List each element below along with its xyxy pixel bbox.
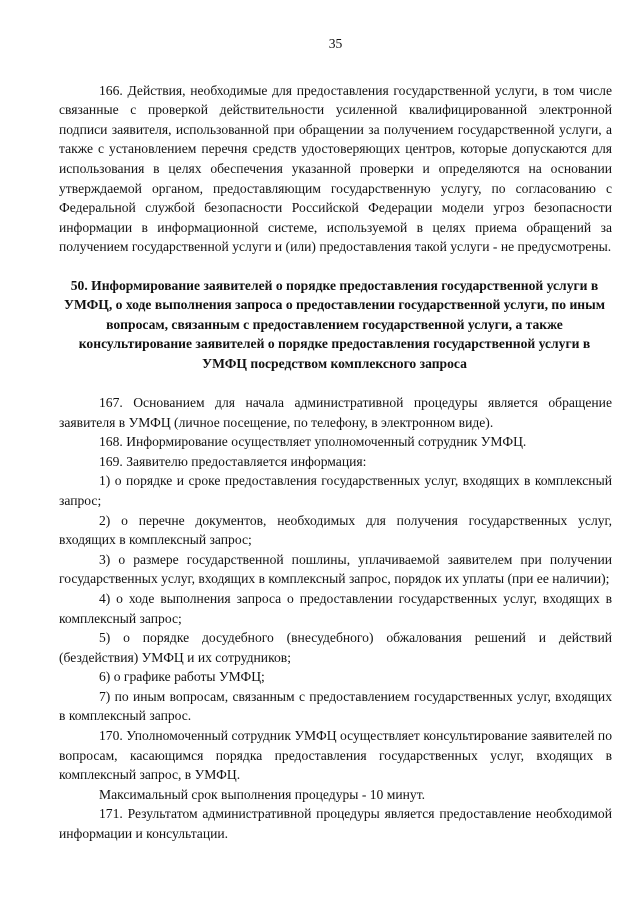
list-item: 3) о размере государственной пошлины, уплачиваемой заявителем при получении государственных услуг, входящих в комплексный запрос, порядок их уплаты (при ее наличии); bbox=[59, 551, 612, 587]
paragraph-168: 168. Информирование осуществляет уполномоченный сотрудник УМФЦ. bbox=[99, 434, 527, 450]
paragraph-max-time: Максимальный срок выполнения процедуры - 10 минут. bbox=[99, 786, 426, 802]
paragraph-170: 170. Уполномоченный сотрудник УМФЦ осуществляет консультирование заявителей по вопросам, касающимся порядка предоставления государственных услуг, входящих в комплексный запрос, в УМФЦ. bbox=[59, 728, 612, 783]
paragraph-171: 171. Результатом административной процедуры является предоставление необходимой информации и консультации. bbox=[59, 806, 612, 842]
list-item: 2) о перечне документов, необходимых для получения государственных услуг, входящих в комплексный запрос; bbox=[59, 512, 612, 548]
list-item: 6) о графике работы УМФЦ; bbox=[99, 669, 265, 685]
list-item: 5) о порядке досудебного (внесудебного) обжалования решений и действий (бездействия) УМФЦ и их сотрудников; bbox=[59, 630, 612, 665]
list-item: 4) о ходе выполнения запроса о предоставлении государственных услуг, входящих в комплексный запрос; bbox=[59, 590, 612, 626]
list-item: 1) о порядке и сроке предоставления государственных услуг, входящих в комплексный запрос; bbox=[59, 473, 612, 508]
list-item: 7) по иным вопросам, связанным с предоставлением государственных услуг, входящих в комплексный запрос. bbox=[59, 688, 612, 724]
section-heading: 50. Информирование заявителей о порядке предоставления государственной услуги в УМФЦ, о ходе выполнения запроса о предоставлении государственной услуги, по иным вопросам, связанным с предоставлением государственной услуги, а также консультирование заявителей о порядке предоставления государственной услуги в УМФЦ посредством комплексного запроса bbox=[64, 277, 605, 371]
paragraph-169: 169. Заявителю предоставляется информация: bbox=[99, 453, 367, 469]
page-number: 35 bbox=[328, 36, 343, 51]
paragraph-167: 167. Основанием для начала административной процедуры является обращение заявителя в УМФЦ (личное посещение, по телефону, в электронном виде). bbox=[59, 394, 612, 430]
paragraph-166: 166. Действия, необходимые для предоставления государственной услуги, в том числе связанные с проверкой действительности усиленной квалифицированной электронной подписи заявителя, использованной при обращении за получением государственной услуги, а также с установлением перечня средств удостоверяющих центров, которые допускаются для использования в целях обеспечения указанной проверки и определяются на основании утверждаемой органом, предоставляющим государственную услугу, по согласованию с Федеральной службой безопасности Российской Федерации модели угроз безопасности информации в информационной системе, используемой в целях приема обращений за получением государственной услуги и (или) предоставления такой услуги - не предусмотрены. bbox=[59, 82, 612, 255]
